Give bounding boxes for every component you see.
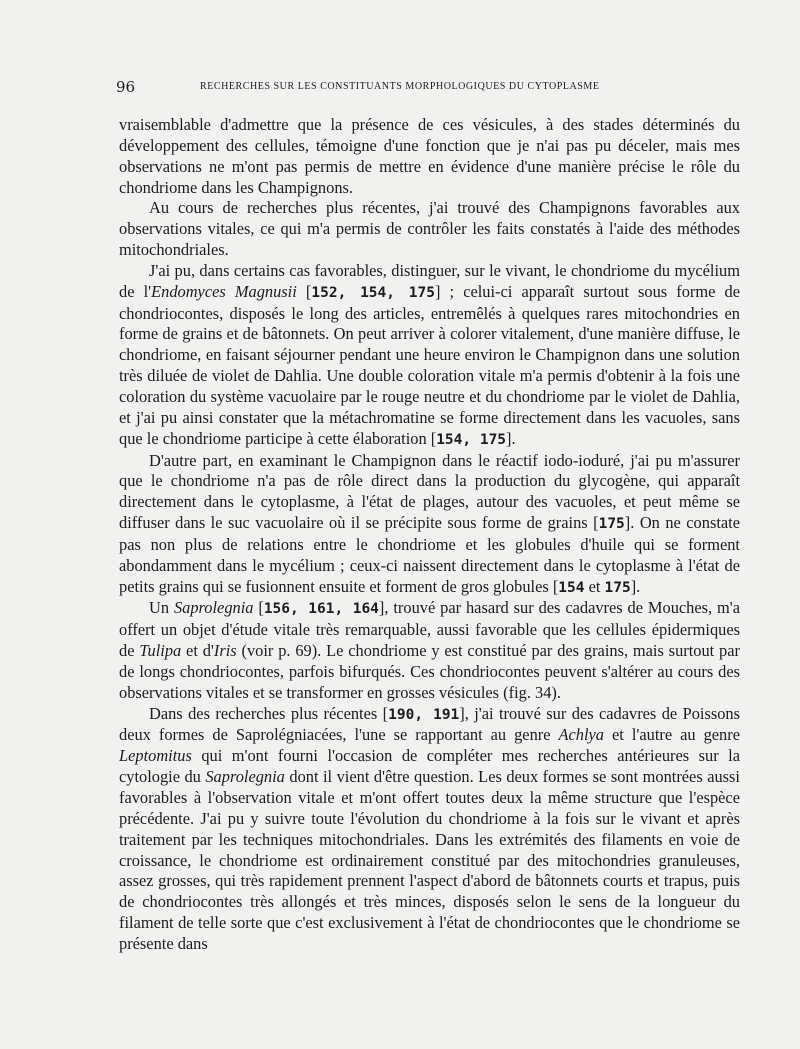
reference-numbers: 190, 191 [388,706,460,723]
paragraph [119,451,740,599]
text-run: et l'autre au genre [604,725,740,745]
italic-term: Iris [213,641,237,661]
reference-numbers: 154 [558,579,585,596]
text-run: et d' [181,641,214,661]
italic-term: Endomyces Magnusii [151,281,297,301]
paragraph [119,598,740,703]
text-run: ]. [506,428,516,448]
paragraph [119,704,740,955]
text-run: Au cours de recherches plus récentes, j'ai trouvé des Champignons favorables aux observations vitales, ce qui m'a permis de contrôler les faits constatés à l'aide des méthodes mitochondriales. [119,198,740,260]
body-text [119,115,740,955]
text-run: ], j'ai trouvé sur des cadavres de Poissons deux formes de Saprolégniacées, l'une se rapportant au genre [119,703,740,745]
text-run: [ [296,281,312,301]
running-head: RECHERCHES SUR LES CONSTITUANTS MORPHOLOGIQUES DU CYTOPLASME [200,81,600,92]
italic-term: Tulipa [139,641,182,661]
italic-term: Leptomitus [119,746,192,766]
reference-numbers: 175 [604,579,631,596]
text-run: ] ; celui-ci apparaît surtout sous forme de chondriocontes, disposés le long des articles, entremêlés à quelques rares mitochondries en forme de grains et de bâtonnets. On peut arriver à colorer vitalement, d'une manière diffuse, le chondriome, en faisant séjourner pendant une heure environ le Champignon dans une solution très diluée de violet de Dahlia. Une double coloration vitale m'a permis d'obtenir à la fois une coloration du système vacuolaire par le rouge neutre et du chondriome par le violet de Dahlia, et j'ai pu ainsi constater que la métachromatine se forme directement dans les vacuoles, sans que le chondriome participe à cette élaboration [ [119,281,741,448]
page-number: 96 [116,78,136,96]
text-run: D'autre part, en examinant le Champignon dans le réactif iodo-ioduré, j'ai pu m'assurer que le chondriome n'a pas de rôle direct dans la production du glycogène, qui apparaît directement dans le cytoplasme, à l'état de plages, autour des vacuoles, et peut même se diffuser dans le suc vacuolaire où il se précipite sous forme de grains [ [119,450,740,533]
text-run: J'ai pu, dans certains cas favorables, distinguer, sur le vivant, le chondriome du mycélium de l' [119,260,740,301]
text-run: et [584,576,605,596]
text-run: (voir p. 69). Le chondriome y est constitué par des grains, mais surtout par de longs chondriocontes, parfois bifurqués. Ces chondriocontes peuvent s'altérer au cours des observations vitales et se transformer en grosses vésicules (fig. 34). [119,641,740,702]
reference-numbers: 156, 161, 164 [263,601,379,618]
paragraph [119,115,740,198]
text-run: ]. [630,576,641,596]
reference-numbers: 152, 154, 175 [311,284,435,301]
italic-term: Saprolegnia [173,598,254,618]
italic-term: Achlya [558,725,605,745]
italic-term: Saprolegnia [205,767,285,787]
text-run: [ [253,598,264,618]
text-run: ]. On ne constate pas non plus de relations entre le chondriome et les globules d'huile qui se forment abondamment dans le mycélium ; ceux-ci naissent directement dans le cytoplasme à l'état de petits grains qui se fusionnent ensuite et forment de gros globules [ [119,513,740,596]
text-run: dont il vient d'être question. Les deux formes se sont montrées aussi favorables à l'observation vitale et m'ont offert toutes deux la même structure que l'espèce précédente. J'ai pu y suivre toute l'évolution du chondriome à la fois sur le vivant et après traitement par les techniques mitochondriales. Dans les extrémités des filaments en voie de croissance, le chondriome est ordinairement constitué par des mitochondries granuleuses, assez grosses, qui très rapidement prennent l'aspect d'abord de bâtonnets courts et trapus, puis de chondriocontes très allongés et très minces, disposés selon le sens de la longueur du filament de telle sorte que c'est exclusivement à l'état de chondriocontes que le chondriome se présente dans [119,767,740,953]
text-run: ], trouvé par hasard sur des cadavres de Mouches, m'a offert un objet d'étude vitale très remarquable, aussi favorable que les cellules épidermiques de [119,598,740,661]
text-run: Un [149,598,174,618]
text-run: Dans des recherches plus récentes [ [149,703,389,723]
paragraph [119,198,740,261]
reference-numbers: 154, 175 [436,431,507,448]
paragraph [119,261,740,451]
reference-numbers: 175 [598,516,625,533]
page-header [116,78,741,98]
text-run: qui m'ont fourni l'occasion de compléter mes recherches antérieures sur la cytologie du [119,746,740,787]
text-run: vraisemblable d'admettre que la présence de ces vésicules, à des stades déterminés du développement des cellules, témoigne d'une fonction que je n'ai pas pu déceler, mais mes observations ne m'ont pas permis de mettre en évidence d'une manière précise le rôle du chondriome dans les Champignons. [119,115,740,197]
